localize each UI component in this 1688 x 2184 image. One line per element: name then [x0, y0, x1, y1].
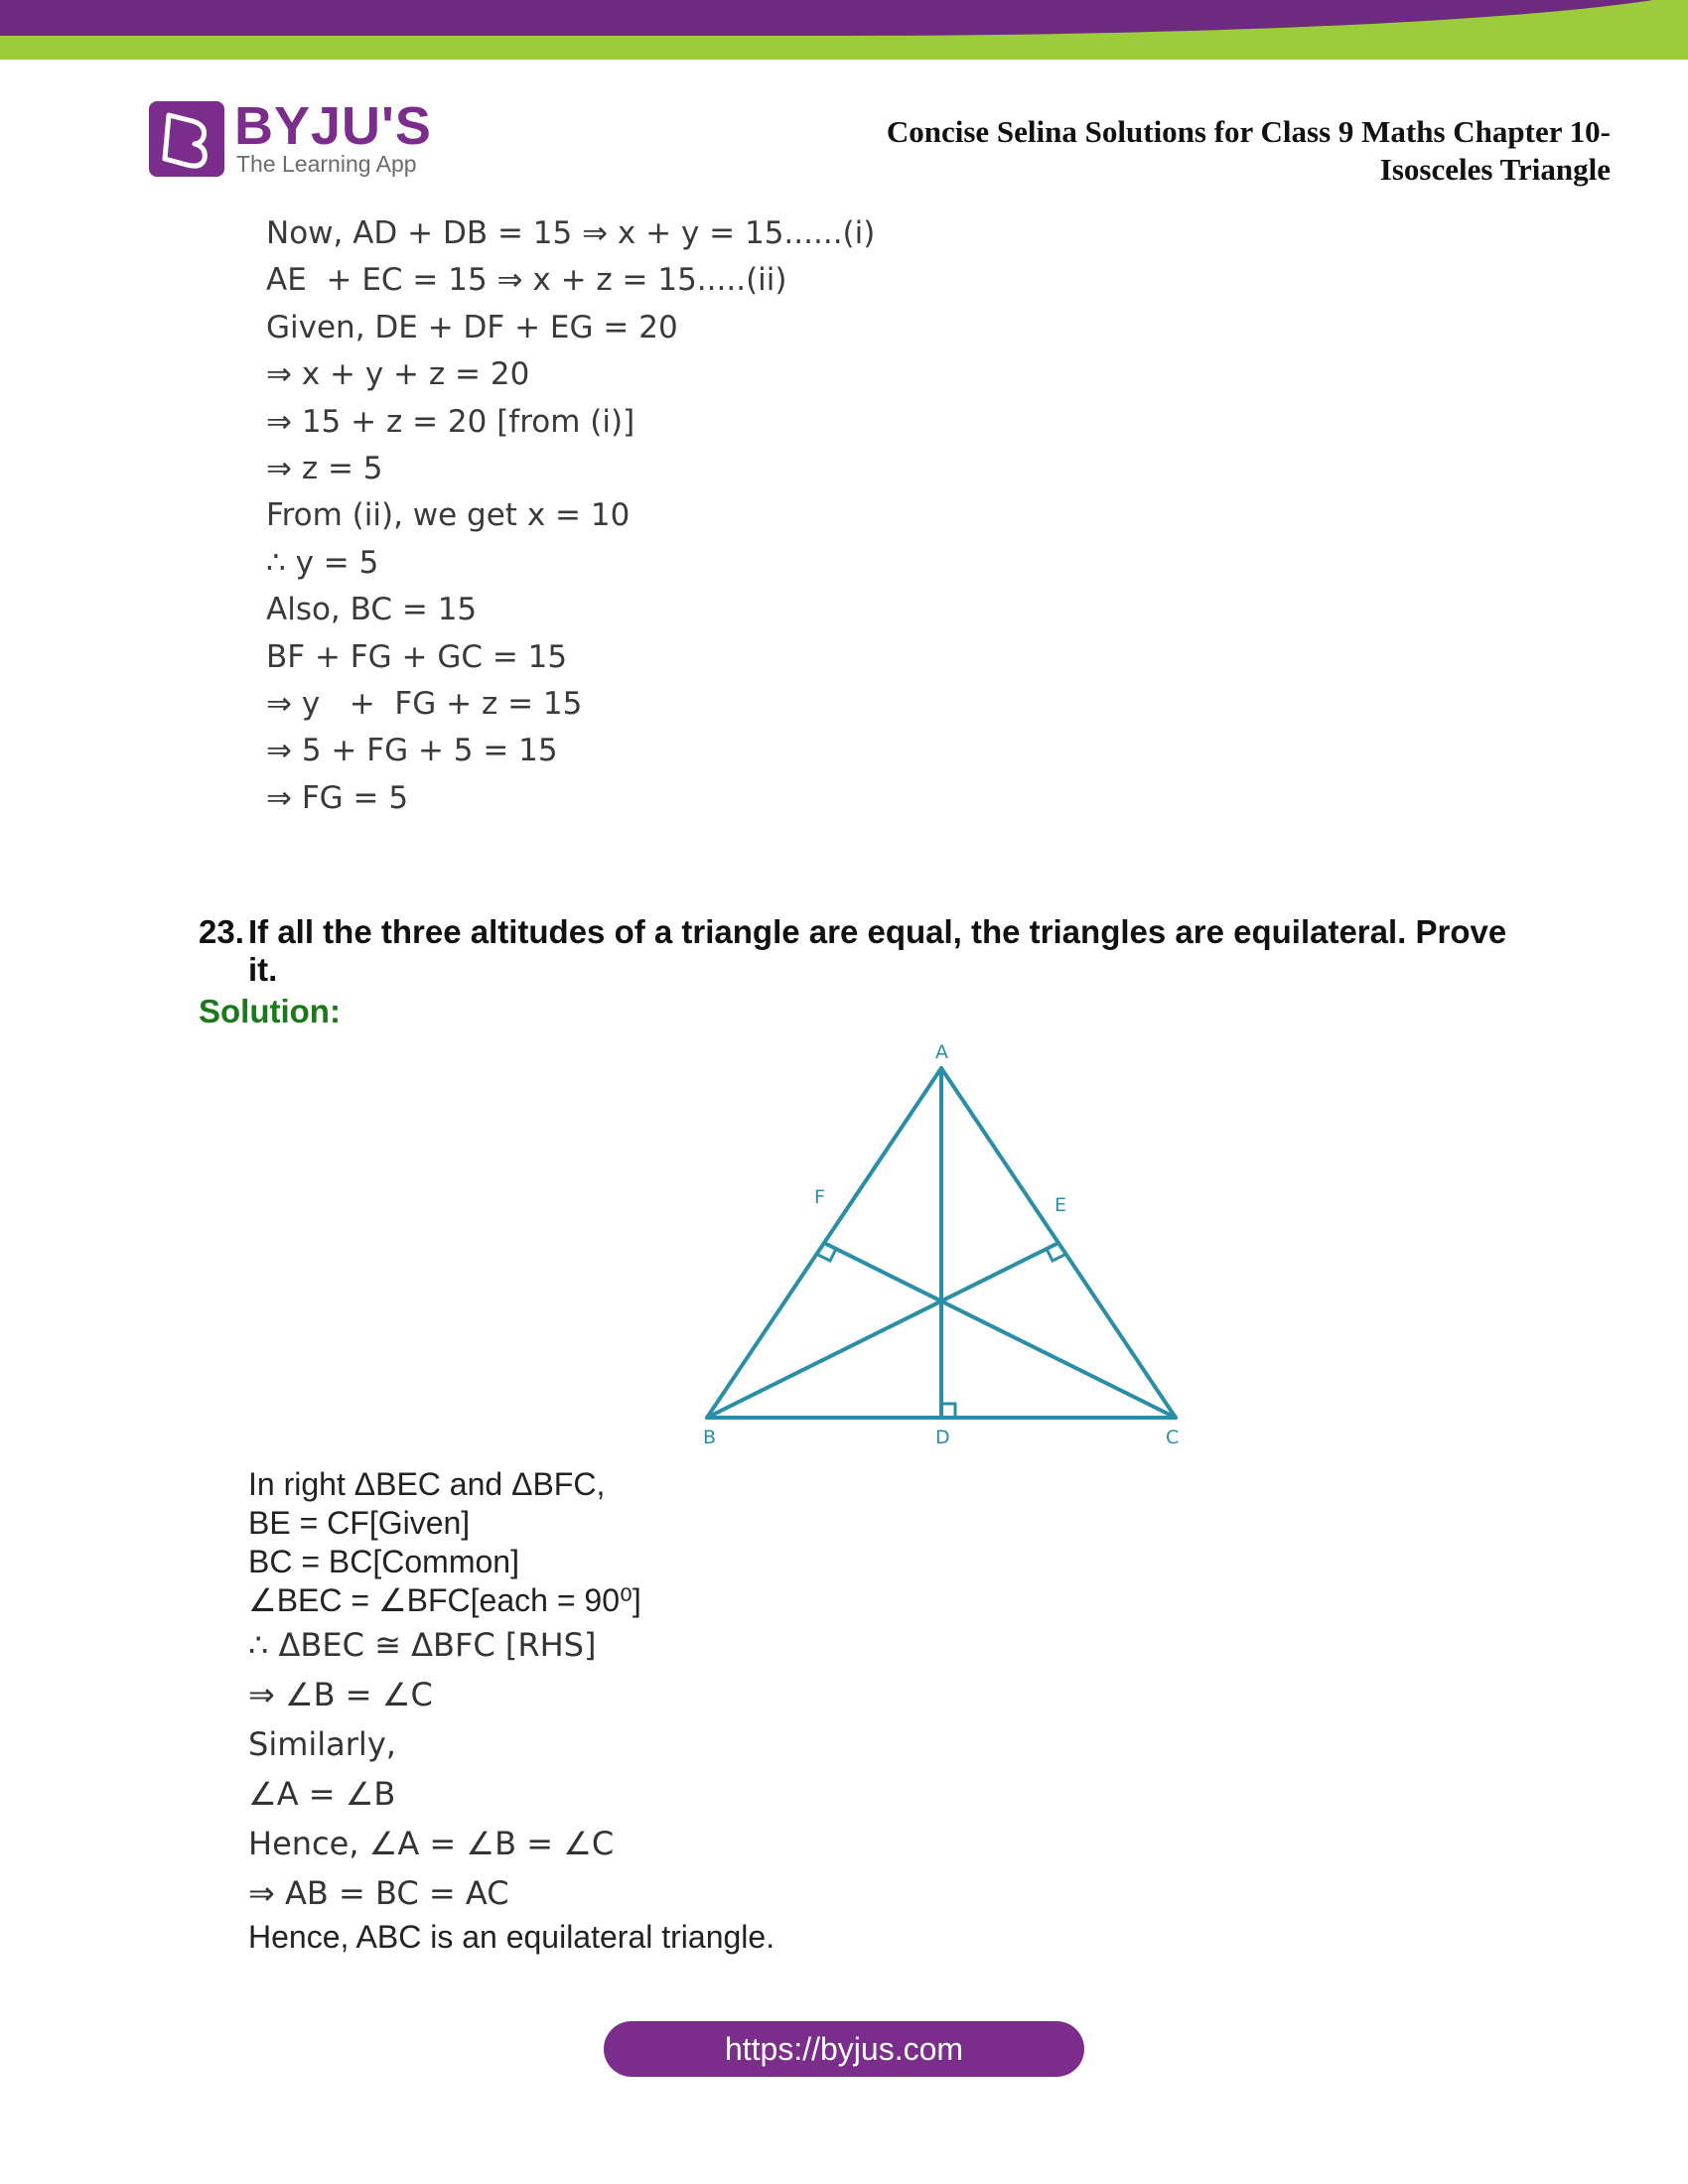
proof-line: BE = CF[Given]: [248, 1505, 471, 1541]
proof-conclusion: Hence, ABC is an equilateral triangle.: [248, 1919, 775, 1955]
proof-line: ⇒ ∠B = ∠C: [248, 1676, 433, 1713]
step-line: Now, AD + DB = 15 ⇒ x + y = 15......(i): [266, 215, 876, 251]
proof-line: ∴ ΔBEC ≅ ΔBFC [RHS]: [248, 1626, 597, 1664]
proof-section: [248, 1465, 1440, 1957]
step-line: ⇒ 15 + z = 20 [from (i)]: [266, 403, 635, 440]
proof-line: BC = BC[Common]: [248, 1544, 519, 1579]
vertex-label-a: A: [935, 1041, 948, 1063]
logo-mark-icon: [149, 101, 224, 177]
proof-line: Similarly,: [248, 1725, 396, 1763]
question-number: 23.: [199, 913, 244, 950]
step-line: BF + FG + GC = 15: [266, 638, 568, 675]
step-line: From (ii), we get x = 10: [266, 497, 631, 534]
step-line: AE + EC = 15 ⇒ x + z = 15.....(ii): [266, 262, 787, 299]
foot-label-d: D: [935, 1427, 950, 1448]
step-line: ⇒ FG = 5: [266, 779, 409, 816]
step-line: ⇒ x + y + z = 20: [266, 356, 530, 393]
logo-wordmark: BYJU'S: [234, 96, 432, 156]
proof-line: ∠BEC = ∠BFC[each = 90⁰]: [248, 1582, 641, 1618]
step-line: ⇒ y + FG + z = 15: [266, 685, 583, 722]
proof-line: In right ΔBEC and ΔBFC,: [248, 1466, 606, 1502]
previous-solution-steps: [266, 210, 1060, 822]
proof-line: ∠A = ∠B: [248, 1775, 396, 1813]
proof-line: Hence, ∠A = ∠B = ∠C: [248, 1825, 615, 1862]
logo-tagline: The Learning App: [236, 151, 417, 177]
step-line: Also, BC = 15: [266, 592, 478, 628]
altitude-be: [707, 1243, 1058, 1418]
proof-line: ⇒ AB = BC = AC: [248, 1874, 509, 1912]
step-line: ⇒ z = 5: [266, 450, 383, 486]
document-title: [717, 113, 1611, 189]
triangle-svg: [685, 1032, 1201, 1449]
vertex-label-b: B: [703, 1427, 717, 1448]
solution-label: Solution:: [199, 993, 341, 1029]
document-title-line-1: Concise Selina Solutions for Class 9 Maths Chapter 10-: [886, 114, 1611, 149]
right-angle-mark-d: [941, 1404, 955, 1418]
step-line: ⇒ 5 + FG + 5 = 15: [266, 733, 558, 769]
triangle-diagram: [685, 1032, 1201, 1449]
question-23: [199, 913, 1529, 989]
top-banner: [0, 0, 1688, 60]
foot-label-e: E: [1055, 1194, 1067, 1216]
step-line: Given, DE + DF + EG = 20: [266, 309, 678, 345]
foot-label-f: F: [814, 1186, 825, 1208]
footer-url-link[interactable]: https://byjus.com: [604, 2021, 1084, 2077]
step-line: ∴ y = 5: [266, 544, 379, 581]
vertex-label-c: C: [1166, 1427, 1180, 1448]
altitude-cf: [824, 1243, 1176, 1418]
byjus-logo: [149, 97, 447, 181]
question-text: If all the three altitudes of a triangle are equal, the triangles are equilateral. Prove it.: [248, 913, 1507, 988]
document-title-line-2: Isosceles Triangle: [1379, 152, 1611, 187]
